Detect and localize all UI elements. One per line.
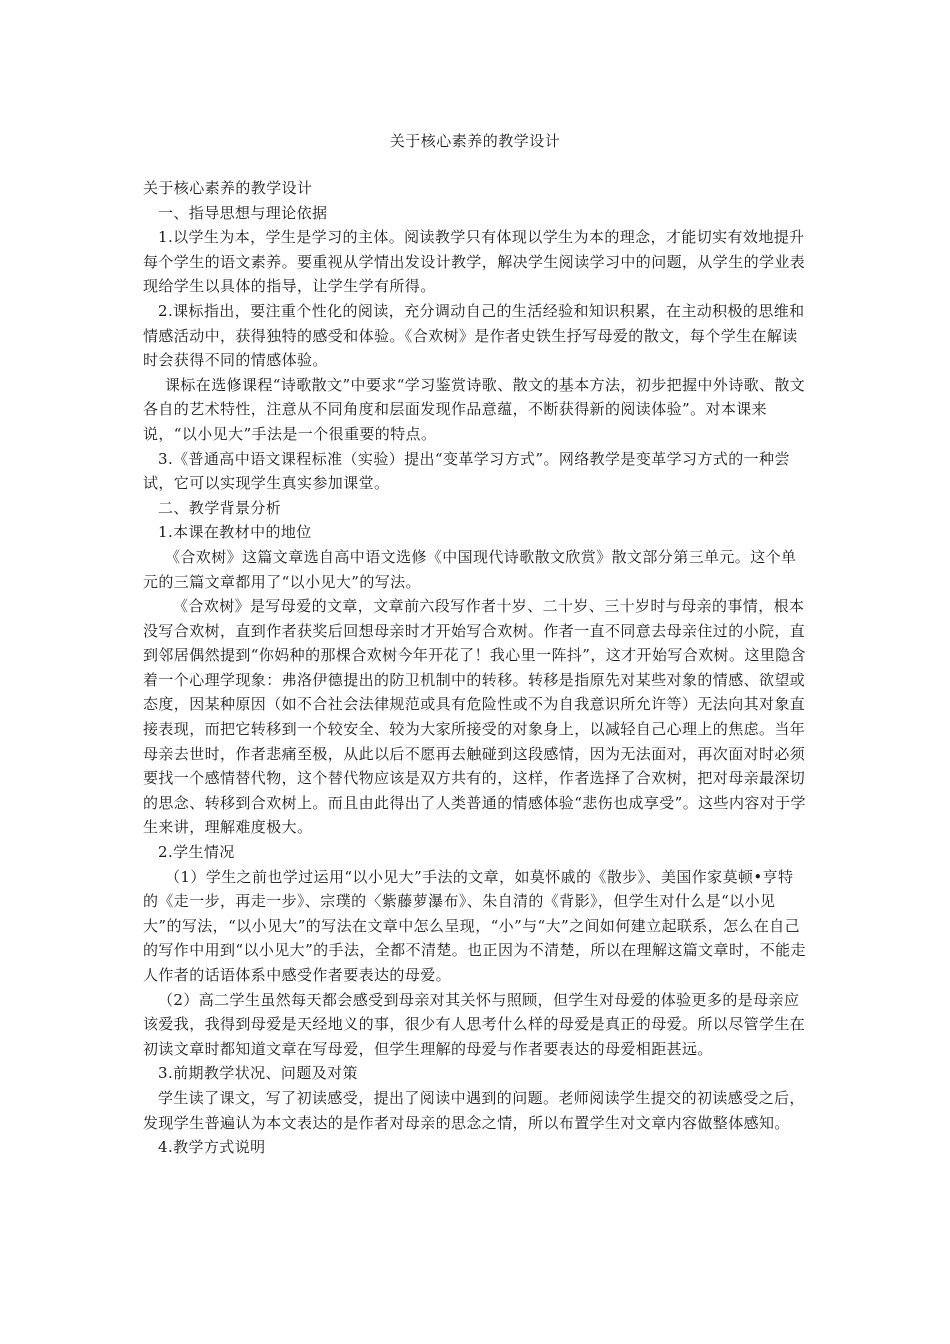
paragraph: 3.《普通高中语文课程标准（实验）提出“变革学习方式”。网络教学是变革学习方式的一种尝试，它可以实现学生真实参加课堂。 [143, 449, 790, 493]
document-body [143, 176, 807, 1160]
subsection-heading: 2.学生情况 [158, 843, 235, 862]
paragraph: 学生读了课文，写了初读感受，提出了阅读中遇到的问题。老师阅读学生提交的初读感受之后，发现学生普遍认为本文表达的是作者对母亲的思念之情，所以布置学生对文章内容做整体感知。 [143, 1088, 805, 1132]
paragraph: （2）高二学生虽然每天都会感受到母亲对其关怀与照顾，但学生对母爱的体验更多的是母亲应该爱我，我得到母爱是天经地义的事，很少有人思考什么样的母爱是真正的母爱。所以尽管学生在初读文章时都知道文章在写母爱，但学生理解的母爱与作者要表达的母爱相距甚远。 [143, 990, 806, 1058]
section-heading-2: 二、教学背景分析 [158, 498, 282, 517]
subsection-heading: 3.前期教学状况、问题及对策 [158, 1064, 358, 1083]
paragraph: 1.以学生为本，学生是学习的主体。阅读教学只有体现以学生为本的理念，才能切实有效地提升每个学生的语文素养。要重视从学情出发设计教学，解决学生阅读学习中的问题，从学生的学业表现给学生以具体的指导，让学生学有所得。 [143, 228, 806, 296]
paragraph: （1）学生之前也学过运用“以小见大”手法的文章，如莫怀戚的《散步》、美国作家莫顿•亨特的《走一步，再走一步》、宗璞的〈紫藤萝瀑布》、朱自清的《背影》，但学生对什么是“以小见大”的写法，“以小见大”的写法在文章中怎么呈现，“小”与“大”之间如何建立起联系，怎么在自己的写作中用到“以小见大”的手法，全都不清楚。也正因为不清楚，所以在理解这篇文章时，不能走人作者的话语体系中感受作者要表达的母爱。 [143, 867, 806, 984]
paragraph: 2.课标指出，要注重个性化的阅读，充分调动自己的生活经验和知识积累，在主动积极的思维和情感活动中，获得独特的感受和体验。《合欢树》是作者史铁生抒写母爱的散文，每个学生在解读时会获得不同的情感体验。 [143, 301, 805, 370]
paragraph: 《合欢树》是写母爱的文章，文章前六段写作者十岁、二十岁、三十岁时与母亲的事情，根本没写合欢树，直到作者获奖后回想母亲时才开始写合欢树。作者一直不同意去母亲住过的小院，直到邻居偶然提到“你妈种的那棵合欢树今年开花了！我心里一阵抖”，这才开始写合欢树。这里隐含着一个心理学现象：弗洛伊德提出的防卫机制中的转移。转移是指原先对某些对象的情感、欲望或态度，因某种原因（如不合社会法律规范或具有危险性或不为自我意识所允许等）无法向其对象直接表现，而把它转移到一个较安全、较为大家所接受的对象身上，以减轻自己心理上的焦虑。当年母亲去世时，作者悲痛至极，从此以后不愿再去触碰到这段感情，因为无法面对，再次面对时必须要找一个感情替代物，这个替代物应该是双方共有的，这样，作者选择了合欢树，把对母亲最深切的思念、转移到合欢树上。而且由此得出了人类普通的情感体验“悲伤也成享受”。这些内容对于学生来讲，理解难度极大。 [143, 597, 806, 837]
body-heading: 关于核心素养的教学设计 [143, 179, 313, 197]
section-heading-1: 一、指导思想与理论依据 [158, 203, 328, 222]
paragraph: 课标在选修课程“诗歌散文”中要求“学习鉴赏诗歌、散文的基本方法，初步把握中外诗歌、散文各自的艺术特性，注意从不同角度和层面发现作品意蕴，不断获得新的阅读体验”。对本课来说，“以小见大”手法是一个很重要的特点。 [143, 375, 806, 443]
subsection-heading: 4.教学方式说明 [158, 1138, 266, 1157]
subsection-heading: 1.本课在教材中的地位 [158, 523, 312, 542]
document-title: 关于核心素养的教学设计 [389, 132, 561, 150]
paragraph: 《合欢树》这篇文章选自高中语文选修《中国现代诗歌散文欣赏》散文部分第三单元。这个单元的三篇文章都用了“以小见大”的写法。 [143, 547, 797, 591]
